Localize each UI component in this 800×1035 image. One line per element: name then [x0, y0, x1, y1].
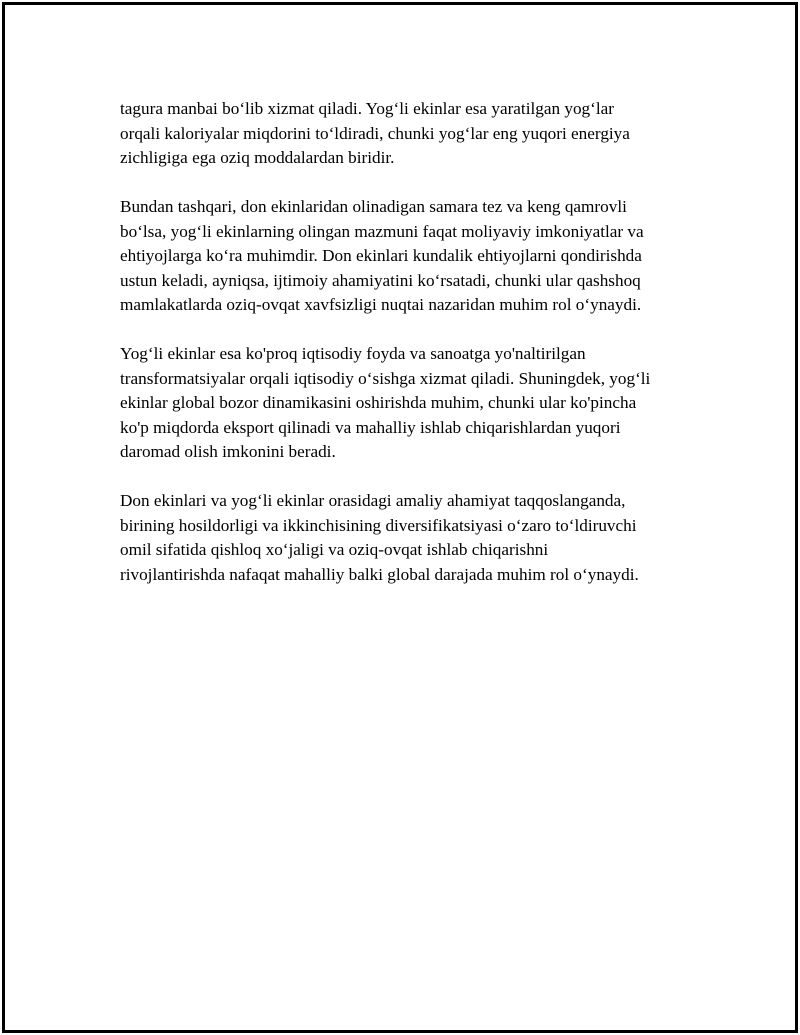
paragraph-1: tagura manbai bo‘lib xizmat qiladi. Yog‘li ekinlar esa yaratilgan yog‘lar orqali kaloriyalar miqdorini to‘ldiradi, chunki yog‘lar eng yuqori energiya zichligiga ega oziq moddalardan biridir.: [120, 99, 630, 167]
paragraph-4: Don ekinlari va yog‘li ekinlar orasidagi amaliy ahamiyat taqqoslanganda, birining hosildorligi va ikkinchisining diversifikatsiyasi o‘zaro to‘ldiruvchi omil sifatida qishloq xo‘jaligi va oziq-ovqat ishlab chiqarishni rivojlantirishda nafaqat mahalliy balki global darajada muhim rol o‘ynaydi.: [120, 491, 639, 584]
page-frame: [2, 2, 798, 1033]
document-body: [120, 97, 700, 612]
paragraph-2: Bundan tashqari, don ekinlaridan olinadigan samara tez va keng qamrovli bo‘lsa, yog‘li ekinlarning olingan mazmuni faqat moliyaviy imkoniyatlar va ehtiyojlarga ko‘ra muhimdir. Don ekinlari kundalik ehtiyojlarni qondirishda ustun keladi, ayniqsa, ijtimoiy ahamiyatini ko‘rsatadi, chunki ular qashshoq mamlakatlarda oziq-ovqat xavfsizligi nuqtai nazaridan muhim rol o‘ynaydi.: [120, 197, 644, 314]
paragraph-3: Yog‘li ekinlar esa ko'proq iqtisodiy foyda va sanoatga yo'naltirilgan transformatsiyalar orqali iqtisodiy o‘sishga xizmat qiladi. Shuningdek, yog‘li ekinlar global bozor dinamikasini oshirishda muhim, chunki ular ko'pincha ko'p miqdorda eksport qilinadi va mahalliy ishlab chiqarishlardan yuqori daromad olish imkonini beradi.: [120, 344, 651, 461]
